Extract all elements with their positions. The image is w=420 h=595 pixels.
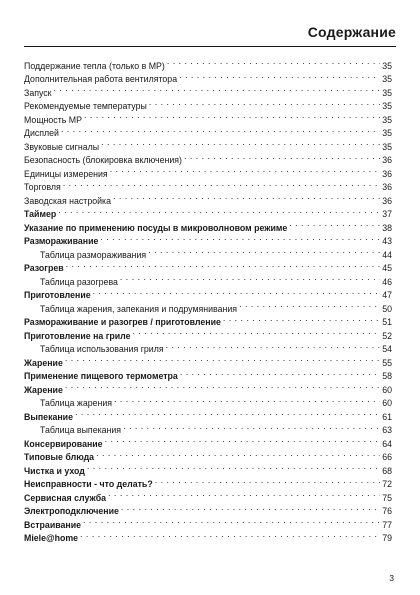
toc-entry-label: Жарение bbox=[24, 357, 63, 368]
toc-entry-label: Дополнительная работа вентилятора bbox=[24, 74, 178, 84]
toc-entry[interactable] bbox=[24, 258, 392, 272]
toc-entry-label: Таблица использования гриля bbox=[40, 344, 164, 354]
toc-entry-label: Единицы измерения bbox=[24, 168, 108, 179]
toc-entry-page: 61 bbox=[382, 411, 392, 422]
toc-entry-page: 52 bbox=[382, 330, 392, 341]
toc-entry-page: 46 bbox=[382, 276, 392, 287]
toc-entry-label: Неисправности - что делать? bbox=[24, 479, 153, 489]
toc-entry-label: Типовые блюда bbox=[24, 452, 95, 462]
toc-entry-label: Консервирование bbox=[24, 438, 103, 449]
toc-entry-page: 36 bbox=[382, 168, 392, 179]
dot-leader bbox=[84, 109, 380, 123]
toc-entry-page: 72 bbox=[382, 479, 392, 489]
dot-leader bbox=[120, 271, 380, 285]
toc-entry-label: Дисплей bbox=[24, 128, 59, 138]
toc-entry-page: 47 bbox=[382, 290, 392, 300]
toc-entry-page: 35 bbox=[382, 114, 392, 125]
toc-entry-page: 51 bbox=[382, 317, 392, 327]
toc-entry-label: Разогрев bbox=[24, 263, 64, 273]
toc-entry-label: Применение пищевого термометра bbox=[24, 371, 178, 381]
toc-entry-label: Запуск bbox=[24, 87, 52, 98]
dot-leader bbox=[110, 163, 381, 177]
toc-entry[interactable] bbox=[24, 82, 392, 96]
toc-entry-label: Безопасность (блокировка включения) bbox=[24, 155, 182, 165]
toc-entry[interactable] bbox=[24, 177, 392, 191]
toc-entry[interactable] bbox=[24, 123, 392, 137]
toc-entry[interactable] bbox=[24, 136, 392, 150]
toc-entry-label: Приготовление bbox=[24, 290, 91, 300]
toc-entry-label: Торговля bbox=[24, 182, 61, 192]
dot-leader bbox=[180, 366, 380, 380]
toc-entry-label: Таблица выпекания bbox=[40, 425, 122, 435]
toc-entry-label: Таблица размораживания bbox=[40, 249, 147, 260]
dot-leader bbox=[289, 217, 380, 231]
page-header bbox=[24, 22, 396, 47]
toc-entry[interactable] bbox=[24, 271, 392, 285]
dot-leader bbox=[167, 55, 380, 69]
toc-entry-label: Таблица жарения, запекания и подрумянивания bbox=[40, 303, 238, 314]
toc-entry-page: 35 bbox=[382, 141, 392, 152]
toc-entry-label: Размораживание bbox=[24, 236, 99, 246]
toc-entry-page: 44 bbox=[382, 249, 392, 260]
dot-leader bbox=[58, 204, 380, 218]
toc-entry-label: Размораживание и разогрев / приготовление bbox=[24, 317, 221, 327]
dot-leader bbox=[100, 231, 380, 245]
toc-entry-page: 35 bbox=[382, 101, 392, 111]
toc-entry-label: Жарение bbox=[24, 384, 63, 395]
toc-entry-page: 35 bbox=[382, 87, 392, 98]
toc-entry[interactable] bbox=[24, 96, 392, 110]
toc-entry[interactable] bbox=[24, 190, 392, 204]
page-number: 3 bbox=[389, 573, 394, 583]
toc-entry-page: 75 bbox=[382, 492, 392, 503]
dot-leader bbox=[101, 136, 380, 150]
toc-entry-label: Поддержание тепла (только в MP) bbox=[24, 60, 165, 71]
toc-entry[interactable] bbox=[24, 379, 392, 393]
toc-entry-page: 77 bbox=[382, 519, 392, 530]
dot-leader bbox=[121, 501, 380, 515]
toc-entry[interactable] bbox=[24, 366, 392, 380]
toc-entry-label: Miele@home bbox=[24, 533, 79, 543]
toc-entry[interactable] bbox=[24, 204, 392, 218]
toc-entry-label: Заводская настройка bbox=[24, 195, 111, 206]
toc-entry-label: Встраивание bbox=[24, 519, 82, 530]
toc-entry-page: 38 bbox=[382, 222, 392, 233]
toc-entry-label: Таблица разогрева bbox=[40, 276, 118, 287]
dot-leader bbox=[66, 258, 381, 272]
toc-entry-label: Выпекание bbox=[24, 411, 73, 422]
toc-entry[interactable] bbox=[24, 420, 392, 434]
toc-entry-page: 64 bbox=[382, 438, 392, 449]
toc-entry[interactable] bbox=[24, 55, 392, 69]
dot-leader bbox=[148, 244, 380, 258]
dot-leader bbox=[75, 406, 380, 420]
dot-leader bbox=[239, 298, 380, 312]
toc-entry-page: 36 bbox=[382, 195, 392, 206]
dot-leader bbox=[179, 69, 380, 83]
toc-entry-page: 37 bbox=[382, 209, 392, 219]
toc-entry-page: 35 bbox=[382, 60, 392, 71]
toc-entry-page: 58 bbox=[382, 371, 392, 381]
dot-leader bbox=[123, 420, 380, 434]
page-title: Содержание bbox=[307, 24, 396, 40]
toc-entry-page: 55 bbox=[382, 357, 392, 368]
toc-entry-page: 36 bbox=[382, 182, 392, 192]
dot-leader bbox=[223, 312, 380, 326]
toc-entry-label: Мощность MP bbox=[24, 114, 82, 125]
toc-entry-label: Указание по применению посуды в микроволновом режиме bbox=[24, 222, 288, 233]
dot-leader bbox=[96, 447, 380, 461]
toc-entry-page: 79 bbox=[382, 533, 392, 543]
dot-leader bbox=[65, 352, 380, 366]
toc-entry-page: 63 bbox=[382, 425, 392, 435]
toc-entry-label: Рекомендуемые температуры bbox=[24, 101, 147, 111]
toc-entry-page: 54 bbox=[382, 344, 392, 354]
dot-leader bbox=[105, 433, 381, 447]
dot-leader bbox=[133, 325, 381, 339]
toc-entry-page: 45 bbox=[382, 263, 392, 273]
dot-leader bbox=[83, 514, 380, 528]
toc-entry-label: Таймер bbox=[24, 209, 57, 219]
dot-leader bbox=[80, 528, 380, 542]
toc-entry-page: 66 bbox=[382, 452, 392, 462]
dot-leader bbox=[87, 460, 380, 474]
toc-entry[interactable] bbox=[24, 406, 392, 420]
toc-entry-label: Электроподключение bbox=[24, 506, 119, 516]
toc-entry-label: Приготовление на гриле bbox=[24, 330, 131, 341]
dot-leader bbox=[108, 487, 380, 501]
toc-entry-page: 35 bbox=[382, 74, 392, 84]
toc-entry-page: 50 bbox=[382, 303, 392, 314]
toc-entry-page: 68 bbox=[382, 465, 392, 476]
toc-entry-page: 35 bbox=[382, 128, 392, 138]
dot-leader bbox=[114, 393, 380, 407]
toc-entry-page: 60 bbox=[382, 398, 392, 408]
toc-entry[interactable] bbox=[24, 528, 392, 542]
dot-leader bbox=[54, 82, 381, 96]
toc-entry-page: 36 bbox=[382, 155, 392, 165]
dot-leader bbox=[63, 177, 380, 191]
toc-entry[interactable] bbox=[24, 352, 392, 366]
toc-entry-page: 60 bbox=[382, 384, 392, 395]
table-of-contents bbox=[24, 55, 392, 541]
toc-entry-page: 76 bbox=[382, 506, 392, 516]
dot-leader bbox=[149, 96, 380, 110]
dot-leader bbox=[61, 123, 380, 137]
dot-leader bbox=[93, 285, 381, 299]
toc-entry-label: Сервисная служба bbox=[24, 492, 107, 503]
toc-entry[interactable] bbox=[24, 217, 392, 231]
dot-leader bbox=[65, 379, 380, 393]
dot-leader bbox=[166, 339, 381, 353]
toc-entry-label: Чистка и уход bbox=[24, 465, 85, 476]
dot-leader bbox=[113, 190, 380, 204]
dot-leader bbox=[184, 150, 380, 164]
toc-entry[interactable] bbox=[24, 393, 392, 407]
dot-leader bbox=[155, 474, 381, 488]
toc-entry-label: Таблица жарения bbox=[40, 398, 113, 408]
toc-entry-label: Звуковые сигналы bbox=[24, 141, 100, 152]
toc-entry-page: 43 bbox=[382, 236, 392, 246]
